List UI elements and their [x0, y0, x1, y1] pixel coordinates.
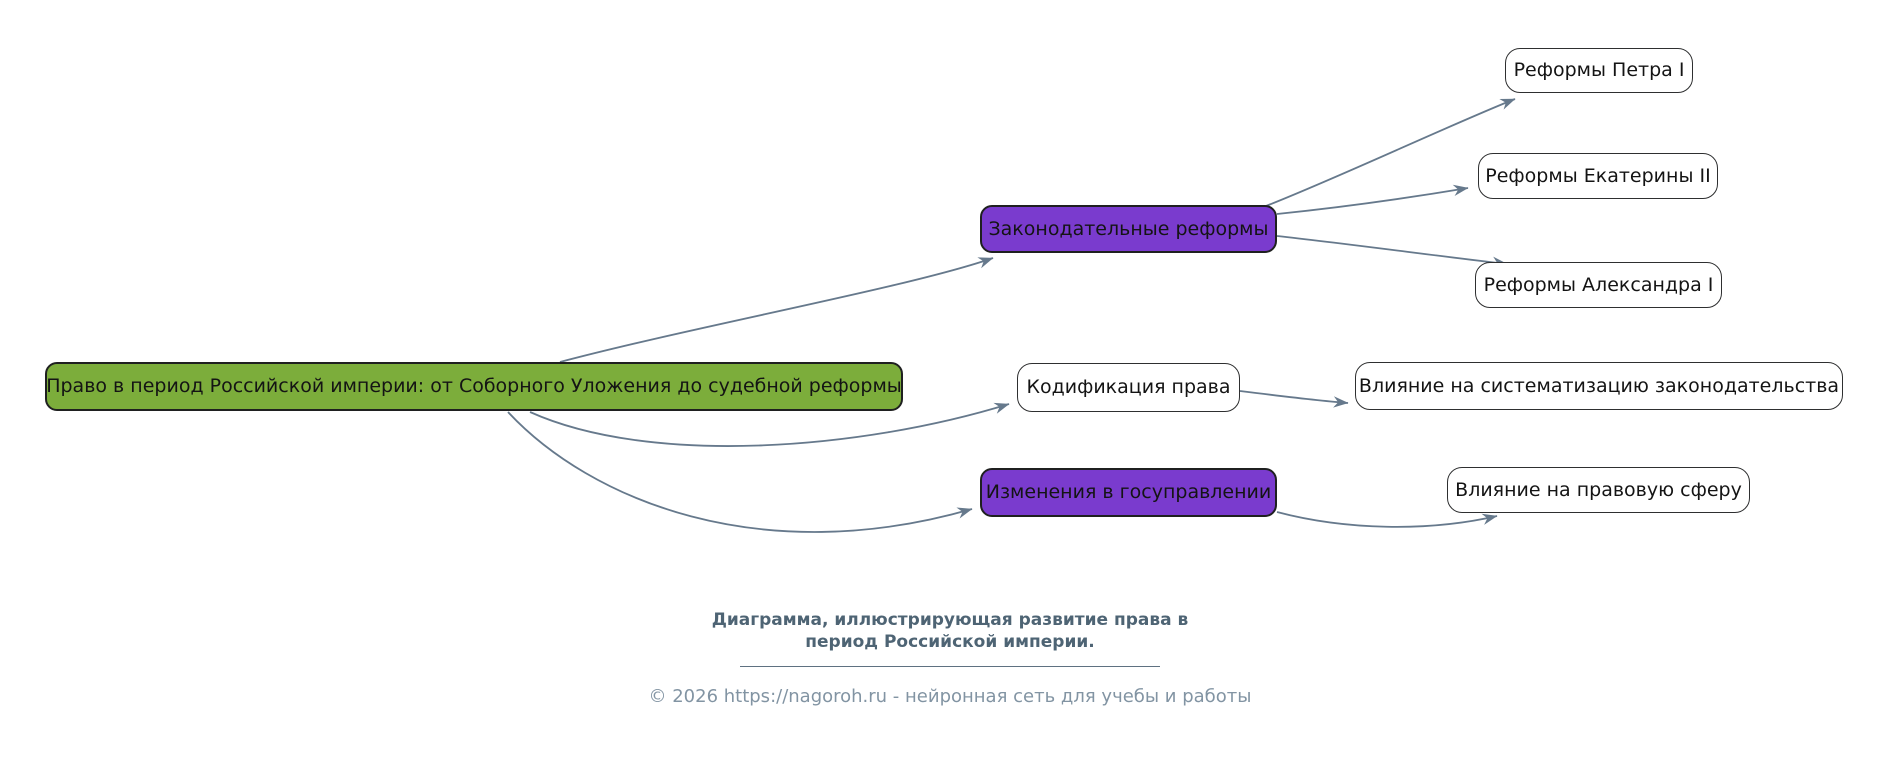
node-alexander-reforms: Реформы Александра I: [1475, 262, 1722, 308]
edge-legislative-to-peter: [1266, 99, 1515, 206]
node-legal-sphere-influence: Влияние на правовую сферу: [1447, 467, 1750, 513]
caption-line-1: Диаграмма, иллюстрирующая развитие права в: [711, 610, 1189, 630]
edge-codification-to-systematization: [1240, 391, 1348, 403]
caption: [500, 610, 1400, 654]
edge-gov-changes-to-legal-sphere: [1277, 512, 1497, 527]
edge-legislative-to-alexander: [1277, 236, 1507, 264]
node-root: Право в период Российской империи: от Соборного Уложения до судебной реформы: [45, 362, 903, 411]
node-systematization-influence: Влияние на систематизацию законодательства: [1355, 362, 1843, 410]
caption-line-2: период Российской империи.: [805, 631, 1095, 652]
node-codification: Кодификация права: [1017, 363, 1240, 412]
node-gov-changes: Изменения в госуправлении: [980, 468, 1277, 517]
node-legislative-reforms: Законодательные реформы: [980, 205, 1277, 253]
edge-legislative-to-catherine: [1277, 188, 1468, 214]
footer-credit: © 2026 https://nagoroh.ru - нейронная сеть для учебы и работы: [648, 686, 1252, 707]
node-peter-reforms: Реформы Петра I: [1505, 48, 1693, 93]
divider-line: [740, 666, 1160, 667]
edge-root-to-legislative: [560, 258, 993, 362]
node-catherine-reforms: Реформы Екатерины II: [1478, 153, 1718, 199]
